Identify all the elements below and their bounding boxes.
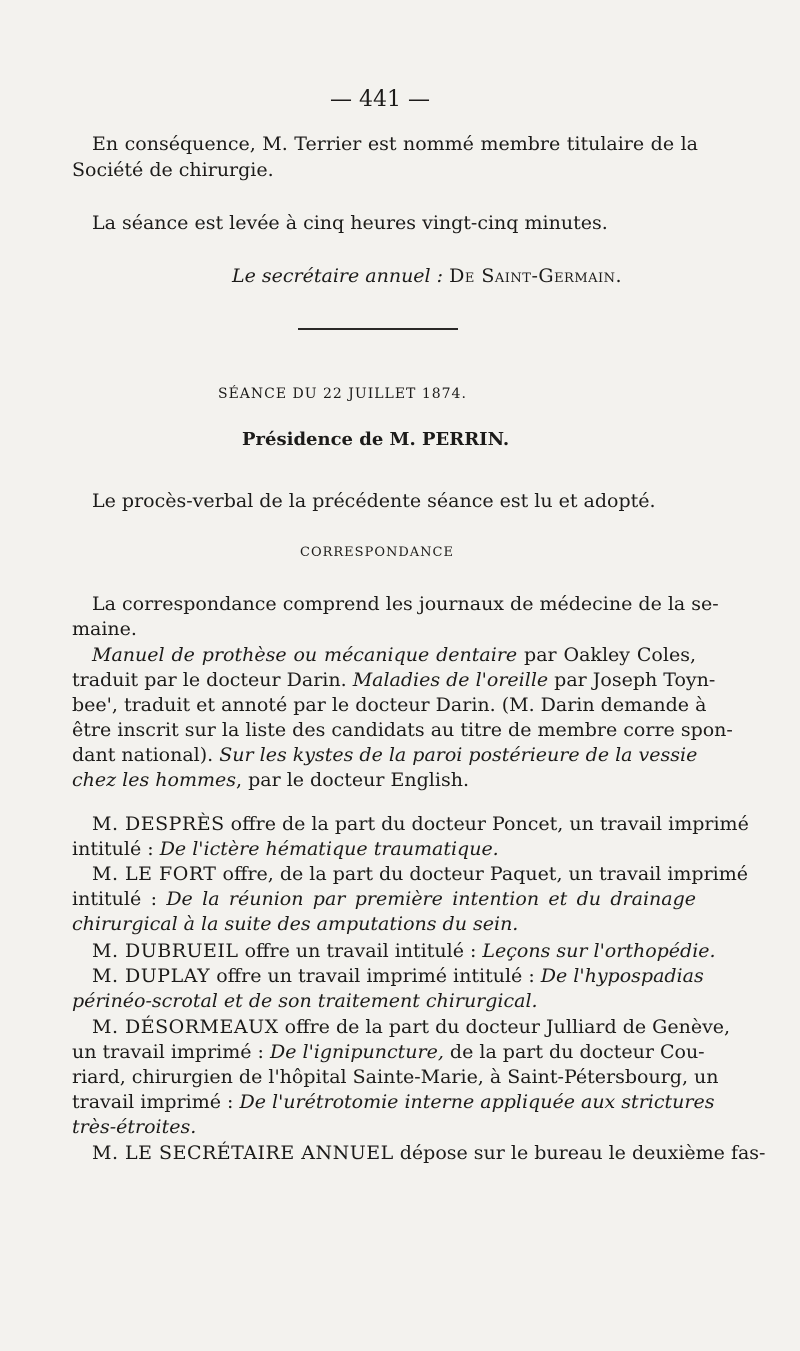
text-line: intitulé : De la réunion par première intention et du drainage [72, 888, 696, 910]
signature-line [232, 264, 622, 288]
text-line: être inscrit sur la liste des candidats au titre de membre corre spon- [72, 719, 733, 741]
text-line: bee', traduit et annoté par le docteur Darin. (M. Darin demande à [72, 694, 707, 716]
text-line: intitulé : De l'ictère hématique traumatique. [72, 838, 499, 860]
text-line: La séance est levée à cinq heures vingt-cinq minutes. [92, 212, 608, 234]
session-heading: SÉANCE DU 22 JUILLET 1874. [218, 386, 467, 402]
section-heading: CORRESPONDANCE [300, 545, 454, 560]
text-line: chez les hommes, par le docteur English. [72, 769, 469, 791]
text-line: traduit par le docteur Darin. Maladies de l'oreille par Joseph Toyn- [72, 669, 716, 691]
text-line: chirurgical à la suite des amputations du sein. [72, 913, 519, 935]
text-line: travail imprimé : De l'urétrotomie interne appliquée aux strictures [72, 1091, 715, 1113]
signature-name: De Saint-Germain. [449, 265, 623, 287]
signature-role: Le secrétaire annuel : [232, 265, 444, 287]
text-line: un travail imprimé : De l'ignipuncture, de la part du docteur Cou- [72, 1041, 705, 1063]
page-number: — 441 — [330, 87, 430, 112]
presidency-heading: Présidence de M. PERRIN. [242, 429, 510, 450]
text-line: périnéo-scrotal et de son traitement chirurgical. [72, 990, 538, 1012]
text-line: La correspondance comprend les journaux de médecine de la se- [92, 593, 719, 615]
text-line: M. DESPRÈS offre de la part du docteur Poncet, un travail imprimé [92, 813, 749, 835]
text-line: riard, chirurgien de l'hôpital Sainte-Marie, à Saint-Pétersbourg, un [72, 1066, 719, 1088]
text-line: M. LE SECRÉTAIRE ANNUEL dépose sur le bureau le deuxième fas- [92, 1142, 766, 1164]
text-line: M. LE FORT offre, de la part du docteur Paquet, un travail imprimé [92, 863, 749, 885]
text-line: M. DUPLAY offre un travail imprimé intitulé : De l'hypospadias [92, 965, 704, 987]
text-line: Le procès-verbal de la précédente séance est lu et adopté. [92, 490, 656, 512]
text-line: M. DÉSORMEAUX offre de la part du docteur Julliard de Genève, [92, 1016, 731, 1038]
text-line: dant national). Sur les kystes de la paroi postérieure de la vessie [72, 744, 698, 766]
section-divider [298, 328, 458, 330]
text-line: maine. [72, 618, 137, 640]
text-line: très-étroites. [72, 1116, 197, 1138]
text-line: M. DUBRUEIL offre un travail intitulé : Leçons sur l'orthopédie. [92, 940, 716, 962]
text-line: Société de chirurgie. [72, 159, 274, 181]
text-line: En conséquence, M. Terrier est nommé membre titulaire de la [92, 133, 698, 155]
text-line: Manuel de prothèse ou mécanique dentaire par Oakley Coles, [92, 644, 696, 666]
